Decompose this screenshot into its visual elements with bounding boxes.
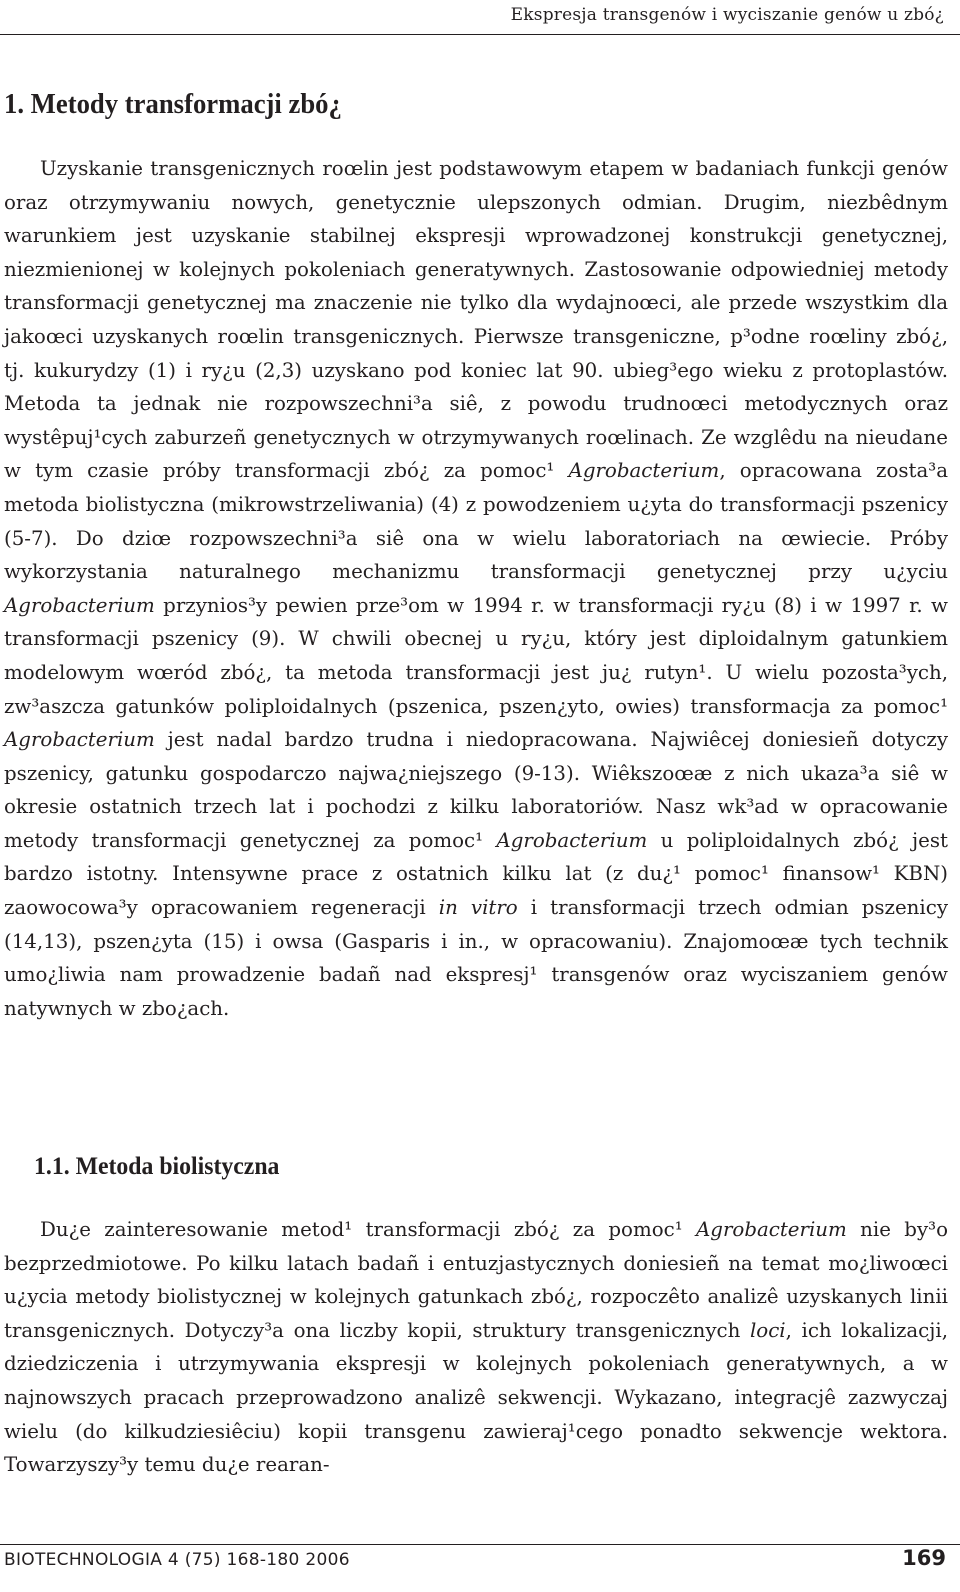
italic-term: Agrobacterium [696, 1218, 847, 1241]
text-run: u poliploidalnych zbó¿ jest bardzo istotny. Intensywne prace z ostatnich kilku lat (z du¿¹ pomoc¹ finansow¹ KBN) zaowocowa³y opracowaniem regeneracji [4, 828, 948, 920]
page-number: 169 [902, 1546, 946, 1570]
running-head: Ekspresja transgenów i wyciszanie genów u zbó¿ [510, 5, 944, 25]
section-title: 1. Metody transformacji zbó¿ [4, 88, 342, 120]
text-run: jest nadal bardzo trudna i niedopracowana. Najwiêcej doniesieñ dotyczy pszenicy, gatunku gospodarczo najwa¿niejszego (9-13). Wiêkszoœæ z nich ukaza³a siê w okresie ostatnich trzech lat i pochodzi z kilku laboratoriów. Nasz wk³ad w opracowanie metody transformacji genetycznej za pomoc¹ [4, 728, 948, 852]
paragraph-2 [4, 1213, 948, 1482]
italic-term: Agrobacterium [4, 593, 155, 617]
italic-term: Agrobacterium [4, 728, 155, 752]
journal-citation: BIOTECHNOLOGIA 4 (75) 168-180 2006 [4, 1550, 350, 1570]
header-rule [0, 34, 960, 35]
text-run: nie by³o bezprzedmiotowe. Po kilku latach badañ i entuzjastycznych doniesieñ na temat mo¿liwoœci u¿ycia metody biolistycznej w kolejnych gatunkach zbó¿, rozpoczêto analizê uzyskanych linii transgenicznych. Dotyczy³a ona liczby kopii, struktury transgenicznych [4, 1218, 948, 1342]
italic-term: loci [749, 1318, 786, 1342]
italic-term: Agrobacterium [568, 459, 720, 483]
text-run: Uzyskanie transgenicznych roœlin jest podstawowym etapem w badaniach funkcji genów oraz otrzymywaniu nowych, genetycznie ulepszonych odmian. Drugim, niezbêdnym warunkiem jest uzyskanie stabilnej ekspresji wprowadzonej konstrukcji genetycznej, niezmienionej w kolejnych pokoleniach generatywnych. Zastosowanie odpowiedniej metody transformacji genetycznej ma znaczenie nie tylko dla wydajnoœci, ale przede wszystkim dla jakoœci uzyskanych roœlin transgenicznych. Pierwsze transgeniczne, p³odne roœliny zbó¿, tj. kukurydzy (1) i ry¿u (2,3) uzyskano pod koniec lat 90. ubieg³ego wieku z protoplastów. Metoda ta jednak nie rozpowszechni³a siê, z powodu trudnoœci metodycznych oraz wystêpuj¹cych zaburzeñ genetycznych w otrzymywanych roœlinach. Ze wzglêdu na nieudane w tym czasie próby transformacji zbó¿ za pomoc¹ [4, 157, 948, 483]
text-run: Du¿e zainteresowanie metod¹ transformacji zbó¿ za pomoc¹ [40, 1218, 696, 1241]
footer-rule [0, 1544, 960, 1545]
text-run: przynios³y pewien prze³om w 1994 r. w transformacji ry¿u (8) i w 1997 r. w transformacji pszenicy (9). W chwili obecnej u ry¿u, który jest diploidalnym gatunkiem modelowym wœród zbó¿, ta metoda transformacji jest ju¿ rutyn¹. U wielu pozosta³ych, zw³aszcza gatunków poliploidalnych (pszenica, pszen¿yto, owies) transformacja za pomoc¹ [4, 593, 948, 718]
italic-term: Agrobacterium [496, 828, 648, 852]
subsection-title: 1.1. Metoda biolistyczna [34, 1153, 280, 1180]
text-run: , ich lokalizacji, dziedziczenia i utrzymywania ekspresji w kolejnych pokoleniach generatywnych, a w najnowszych pracach przeprowadzono analizê sekwencji. Wykazano, integracjê zazwyczaj wielu (do kilkudziesiêciu) kopii transgenu zawieraj¹cego ponadto sekwencje wektora. Towarzyszy³y temu du¿e rearan- [4, 1318, 948, 1477]
text-run: , opracowana zosta³a metoda biolistyczna (mikrowstrzeliwania) (4) z powodzeniem u¿yta do transformacji pszenicy (5-7). Do dziœ rozpowszechni³a siê ona w wielu laboratoriach na œwiecie. Próby wykorzystania naturalnego mechanizmu transformacji genetycznej przy u¿yciu [4, 459, 948, 584]
text-run: i transformacji trzech odmian pszenicy (14,13), pszen¿yta (15) i owsa (Gasparis i in., w opracowaniu). Znajomoœæ tych technik umo¿liwia nam prowadzenie badañ nad ekspresj¹ transgenów oraz wyciszaniem genów natywnych w zbo¿ach. [4, 896, 949, 1020]
italic-term: in vitro [438, 896, 518, 920]
paragraph-1 [4, 152, 948, 1025]
